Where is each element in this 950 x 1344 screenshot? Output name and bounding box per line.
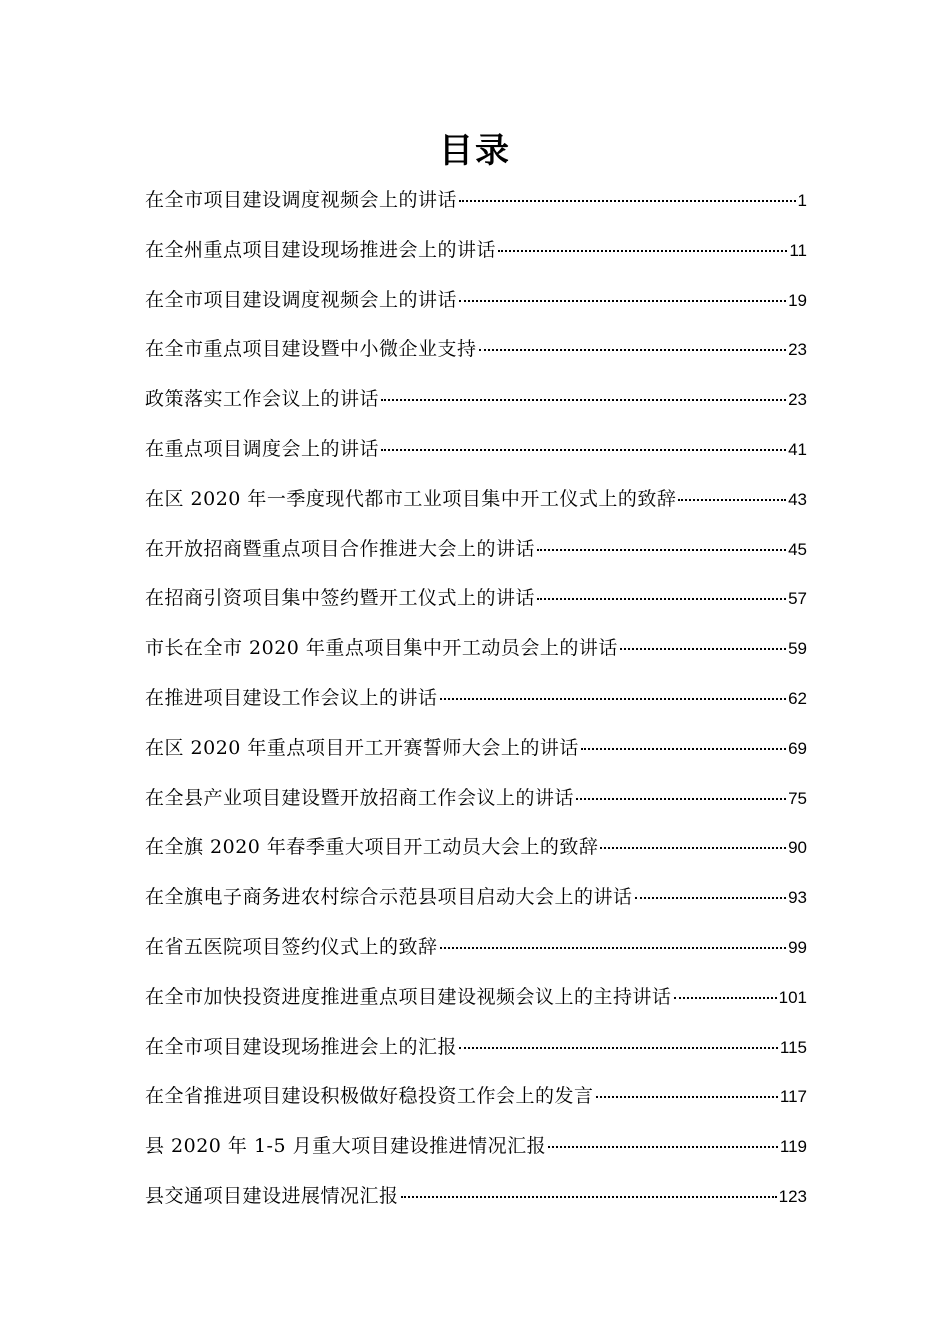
toc-page-number: 123: [778, 1186, 807, 1206]
toc-entry-text: 在全市项目建设调度视频会上的讲话: [145, 288, 458, 311]
toc-entry[interactable]: [145, 778, 807, 828]
toc-dot-leader: [635, 897, 787, 899]
toc-entry-text: 在全州重点项目建设现场推进会上的讲话: [145, 238, 497, 261]
toc-dot-leader: [678, 499, 786, 501]
toc-entry[interactable]: [145, 529, 807, 579]
toc-entry[interactable]: [145, 578, 807, 628]
toc-dot-leader: [581, 748, 786, 750]
toc-entry[interactable]: [145, 280, 807, 330]
toc-entry-text: 市长在全市 2020 年重点项目集中开工动员会上的讲话: [145, 637, 618, 660]
toc-dot-leader: [498, 250, 787, 252]
toc-entry-text: 县 2020 年 1-5 月重大项目建设推进情况汇报: [145, 1135, 547, 1158]
toc-dot-leader: [576, 798, 786, 800]
toc-entry[interactable]: [145, 230, 807, 280]
toc-page-number: 117: [779, 1087, 807, 1107]
toc-entry-text: 在区 2020 年一季度现代都市工业项目集中开工仪式上的致辞: [145, 487, 677, 510]
toc-page-number: 99: [788, 937, 807, 957]
toc-entry[interactable]: [145, 1176, 807, 1226]
toc-entry-text: 在省五医院项目签约仪式上的致辞: [145, 935, 438, 958]
toc-page-number: 59: [788, 639, 807, 659]
toc-entry[interactable]: [145, 728, 807, 778]
toc-page-number: 69: [788, 738, 807, 758]
toc-dot-leader: [596, 1096, 778, 1098]
toc-dot-leader: [537, 549, 786, 551]
toc-entry-text: 在全县产业项目建设暨开放招商工作会议上的讲话: [145, 786, 575, 809]
toc-page-number: 115: [779, 1037, 807, 1057]
toc-dot-leader: [674, 997, 777, 999]
toc-entry[interactable]: [145, 479, 807, 529]
toc-entry[interactable]: [145, 827, 807, 877]
toc-dot-leader: [600, 847, 786, 849]
toc-entry-text: 在开放招商暨重点项目合作推进大会上的讲话: [145, 537, 536, 560]
toc-page-number: 62: [788, 688, 807, 708]
toc-entry[interactable]: [145, 429, 807, 479]
toc-dot-leader: [401, 1196, 777, 1198]
toc-entry-text: 在重点项目调度会上的讲话: [145, 437, 380, 460]
toc-dot-leader: [381, 399, 786, 401]
toc-entry[interactable]: [145, 1027, 807, 1077]
toc-dot-leader: [548, 1146, 778, 1148]
toc-entry[interactable]: [145, 180, 807, 230]
toc-entry-text: 在区 2020 年重点项目开工开赛誓师大会上的讲话: [145, 736, 579, 759]
toc-entry[interactable]: [145, 927, 807, 977]
toc-list: [145, 180, 807, 1226]
toc-entry[interactable]: [145, 1076, 807, 1126]
toc-entry-text: 在全旗 2020 年春季重大项目开工动员大会上的致辞: [145, 836, 599, 859]
toc-entry-text: 在全省推进项目建设积极做好稳投资工作会上的发言: [145, 1085, 594, 1108]
toc-entry-text: 在全市项目建设调度视频会上的讲话: [145, 189, 458, 211]
toc-page-number: 75: [788, 788, 807, 808]
toc-dot-leader: [479, 349, 787, 351]
toc-dot-leader: [381, 449, 786, 451]
toc-entry-text: 在全旗电子商务进农村综合示范县项目启动大会上的讲话: [145, 886, 633, 909]
toc-page-number: 11: [789, 240, 807, 260]
toc-page-number: 57: [788, 589, 807, 609]
toc-entry[interactable]: [145, 1126, 807, 1176]
toc-entry-text: 县交通项目建设进展情况汇报: [145, 1184, 399, 1207]
toc-dot-leader: [620, 648, 786, 650]
toc-page-number: 41: [788, 439, 807, 459]
toc-page-number: 1: [797, 191, 807, 210]
toc-page-number: 93: [788, 888, 807, 908]
toc-page-number: 23: [788, 340, 807, 360]
toc-page-number: 43: [788, 489, 807, 509]
toc-entry[interactable]: [145, 329, 807, 379]
toc-dot-leader: [459, 1047, 778, 1049]
toc-page-number: 101: [778, 987, 807, 1007]
toc-page-number: 23: [788, 390, 807, 410]
toc-page-number: 90: [788, 838, 807, 858]
toc-entry[interactable]: [145, 877, 807, 927]
toc-entry-text: 在全市加快投资进度推进重点项目建设视频会议上的主持讲话: [145, 985, 672, 1008]
toc-entry-text: 政策落实工作会议上的讲话: [145, 388, 380, 411]
toc-entry-text: 在全市重点项目建设暨中小微企业支持: [145, 338, 477, 361]
toc-entry[interactable]: [145, 977, 807, 1027]
toc-entry[interactable]: [145, 678, 807, 728]
toc-page-number: 19: [788, 290, 807, 310]
toc-entry-text: 在全市项目建设现场推进会上的汇报: [145, 1035, 458, 1058]
toc-page-number: 45: [788, 539, 807, 559]
toc-title: 目录: [439, 131, 511, 171]
toc-page-number: 119: [779, 1137, 807, 1157]
toc-entry[interactable]: [145, 379, 807, 429]
toc-dot-leader: [537, 598, 786, 600]
toc-dot-leader: [440, 698, 787, 700]
toc-dot-leader: [459, 200, 796, 202]
toc-entry[interactable]: [145, 628, 807, 678]
toc-entry-text: 在招商引资项目集中签约暨开工仪式上的讲话: [145, 587, 536, 610]
toc-dot-leader: [440, 947, 787, 949]
toc-entry-text: 在推进项目建设工作会议上的讲话: [145, 686, 438, 709]
toc-dot-leader: [459, 300, 786, 302]
